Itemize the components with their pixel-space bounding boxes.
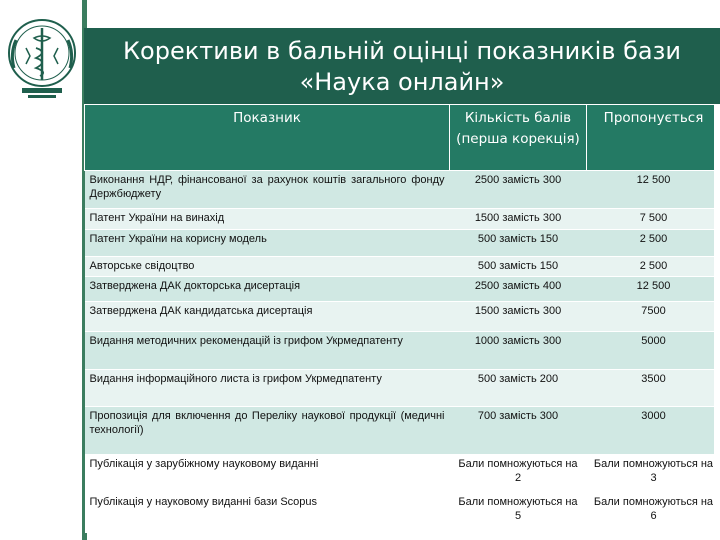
indicator-cell: Затверджена ДАК кандидатська дисертація (85, 302, 450, 332)
points-cell: 700 замість 300 (450, 407, 587, 455)
points-cell: 500 замість 200 (450, 370, 587, 407)
indicator-cell: Патент України на корисну модель (85, 230, 450, 257)
table-row (85, 209, 720, 230)
table-row (85, 230, 720, 257)
table-row (85, 257, 720, 277)
indicator-cell: Публікація у науковому виданні бази Scopus (85, 493, 450, 533)
points-cell: Бали помножуються на 2 (450, 455, 587, 493)
indicator-cell: Пропозиція для включення до Переліку наукової продукції (медичні технології) (85, 407, 450, 455)
ministry-emblem-icon (0, 8, 84, 103)
table-row (85, 332, 720, 370)
logo-panel (0, 0, 84, 105)
title-line-1: Корективи в бальній оцінці показників бази (123, 37, 681, 65)
points-cell: 2500 замість 400 (450, 277, 587, 302)
indicator-cell: Виконання НДР, фінансованої за рахунок коштів загального фонду Держбюджету (85, 171, 450, 209)
indicator-cell: Затверджена ДАК докторська дисертація (85, 277, 450, 302)
right-margin (714, 104, 720, 540)
header-indicator: Показник (85, 105, 450, 171)
proposed-cell: Бали помножуються на 3 (587, 455, 720, 493)
proposed-cell: 2 500 (587, 230, 720, 257)
table-row (85, 302, 720, 332)
proposed-cell: Бали помножуються на 6 (587, 493, 720, 533)
scores-table (84, 104, 720, 533)
table-row (85, 455, 720, 493)
table-row (85, 277, 720, 302)
points-cell: 1500 замість 300 (450, 209, 587, 230)
points-cell: 1000 замість 300 (450, 332, 587, 370)
points-cell: 2500 замість 300 (450, 171, 587, 209)
table-row (85, 493, 720, 533)
table-row (85, 407, 720, 455)
indicator-cell: Патент України на винахід (85, 209, 450, 230)
table-row (85, 171, 720, 209)
table-row (85, 370, 720, 407)
proposed-cell: 12 500 (587, 171, 720, 209)
proposed-cell: 12 500 (587, 277, 720, 302)
proposed-cell: 7 500 (587, 209, 720, 230)
proposed-cell: 3500 (587, 370, 720, 407)
proposed-cell: 7500 (587, 302, 720, 332)
proposed-cell: 5000 (587, 332, 720, 370)
proposed-cell: 2 500 (587, 257, 720, 277)
points-cell: 500 замість 150 (450, 257, 587, 277)
points-cell: 500 замість 150 (450, 230, 587, 257)
slide-title (84, 28, 720, 104)
header-proposed: Пропонується (587, 105, 720, 171)
indicator-cell: Видання інформаційного листа із грифом Укрмедпатенту (85, 370, 450, 407)
title-line-2: «Наука онлайн» (299, 68, 505, 96)
header-points: Кількість балів (перша корекція) (450, 105, 587, 171)
indicator-cell: Публікація у зарубіжному науковому виданні (85, 455, 450, 493)
indicator-cell: Видання методичних рекомендацій із грифом Укрмедпатенту (85, 332, 450, 370)
indicator-cell: Авторське свідоцтво (85, 257, 450, 277)
points-cell: Бали помножуються на 5 (450, 493, 587, 533)
points-cell: 1500 замість 300 (450, 302, 587, 332)
proposed-cell: 3000 (587, 407, 720, 455)
